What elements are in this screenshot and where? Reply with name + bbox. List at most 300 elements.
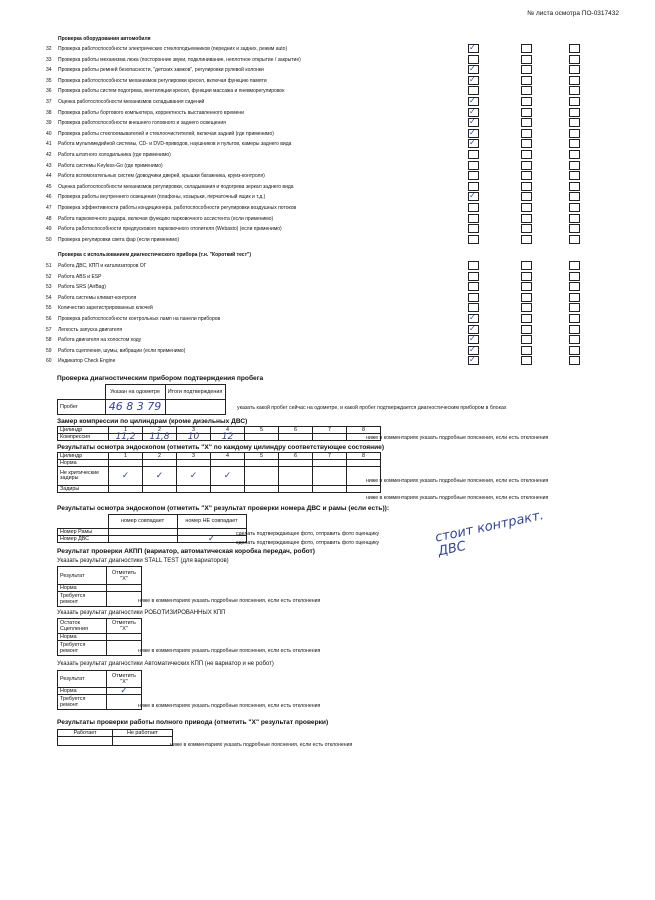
checklist-row	[46, 182, 586, 192]
robot-row-norm: Норма	[58, 634, 107, 641]
checkbox-col-2[interactable]	[521, 97, 532, 106]
odometer-note: указать какой пробег сейчас на одометре, и какой пробег подтверждается диагностическим прибором в блоках	[237, 405, 507, 411]
engine-number-title: Результаты осмотра эндоскопом (отметить "X" результат проверки номера ДВС и рамы (если есть)):	[57, 505, 390, 512]
check-mark: ✓	[469, 313, 476, 322]
robot-note: ниже в комментариях указать подробные пояснения, если есть отклонения	[138, 648, 321, 654]
endoscope-cylinder: 5	[245, 453, 279, 460]
compression-note: ниже в комментариях указать подробные пояснения, если есть отклонения	[366, 435, 549, 441]
robot-table	[57, 618, 142, 656]
item-text: Проверка работы механизма люка (посторонние звуки, подклинивание, неплотное открытие / закрытие)	[58, 56, 301, 63]
item-text: Работа штатного холодильника (где применимо)	[58, 152, 171, 158]
checklist-row	[46, 214, 586, 224]
checkbox-col-2[interactable]	[521, 139, 532, 148]
item-number: 55	[46, 305, 52, 312]
item-number: 44	[46, 173, 52, 180]
checkbox-col-2[interactable]	[521, 325, 532, 334]
item-number: 54	[46, 294, 52, 301]
stall-col-result: Результат	[58, 567, 107, 585]
endoscope-cell[interactable]	[245, 460, 279, 467]
checklist-row	[46, 325, 586, 335]
checklist-row	[46, 171, 586, 181]
checklist-row	[46, 118, 586, 128]
item-text: Проверка регулировки света фар (если применимо)	[58, 236, 180, 243]
checkbox-col-3[interactable]	[569, 293, 580, 302]
checkbox-col-3[interactable]	[569, 161, 580, 170]
checkbox-col-2[interactable]	[521, 55, 532, 64]
robot-repair-cell[interactable]	[107, 641, 142, 656]
item-number: 50	[46, 236, 52, 243]
endoscope-cylinder: 2	[143, 453, 177, 460]
compression-value[interactable]: 11,2	[109, 434, 143, 441]
checkbox-col-1[interactable]	[468, 261, 479, 270]
engine-number-table	[57, 514, 247, 543]
checkbox-col-1[interactable]	[468, 272, 479, 281]
item-number: 49	[46, 226, 52, 233]
checklist-row	[46, 356, 586, 366]
checkbox-col-3[interactable]	[569, 261, 580, 270]
check-mark: ✓	[469, 355, 476, 365]
checkbox-col-3[interactable]	[569, 129, 580, 138]
item-text: Работа мультимедийной системы, CD- и DVD-приводов, наушников и пультов, камеры заднего вида	[58, 141, 292, 148]
checkbox-col-2[interactable]	[521, 161, 532, 170]
endoscope-cylinder: 8	[347, 453, 381, 460]
cylinder-number: 7	[313, 427, 347, 434]
endoscope-cell[interactable]	[177, 486, 211, 493]
checklist-row	[46, 76, 586, 86]
endoscope-row-norm: Норма	[58, 460, 109, 467]
endoscope-cell[interactable]	[245, 467, 279, 486]
checklist-row	[46, 224, 586, 234]
item-text: Работа сцепления, шумы, вибрации (если применимо)	[58, 347, 186, 354]
checkbox-col-2[interactable]	[521, 86, 532, 95]
check-mark: ✓	[469, 127, 476, 137]
auto-row-norm: Норма	[58, 688, 107, 695]
robot-col-clutch: Остаток Сцепления	[58, 619, 107, 634]
item-number: 33	[46, 56, 52, 63]
checkbox-col-3[interactable]	[569, 346, 580, 355]
checkbox-col-2[interactable]	[521, 118, 532, 127]
checkbox-col-2[interactable]	[521, 346, 532, 355]
item-text: Работа системы климат-контроля	[58, 294, 137, 301]
endoscope-cell[interactable]	[279, 460, 313, 467]
endoscope-cell[interactable]: ✓	[211, 467, 245, 486]
checklist-row	[46, 192, 586, 202]
endoscope-cylinder: 6	[279, 453, 313, 460]
checkbox-col-2[interactable]	[521, 192, 532, 201]
checklist-row	[46, 55, 586, 65]
item-text: Количество зарегистрированных ключей	[58, 305, 153, 312]
checklist-row	[46, 161, 586, 171]
checkbox-col-3[interactable]	[569, 282, 580, 291]
awd-col-works: Работает	[58, 730, 113, 737]
endoscope-cylinder: 3	[177, 453, 211, 460]
check-mark: ✓	[469, 96, 476, 105]
checkbox-col-2[interactable]	[521, 108, 532, 117]
checkbox-col-1[interactable]	[468, 335, 479, 344]
frame-number-note: сделать подтверждающее фото, отправить фото оценщику	[236, 531, 380, 537]
checkbox-col-3[interactable]	[569, 356, 580, 365]
checkbox-col-1[interactable]	[468, 192, 479, 201]
checkbox-col-1[interactable]	[468, 76, 479, 85]
checkbox-col-2[interactable]	[521, 282, 532, 291]
check-mark: ✓	[469, 74, 476, 84]
handwritten-comment: стоит контракт. ДВС	[433, 508, 545, 560]
item-number: 57	[46, 326, 52, 333]
checkbox-col-1[interactable]	[468, 139, 479, 148]
item-number: 32	[46, 46, 52, 52]
auto-col-mark: Отметить "Х"	[107, 671, 142, 688]
endoscope-cell[interactable]	[313, 467, 347, 486]
checklist-row	[46, 303, 586, 313]
auto-col-result: Результат	[58, 671, 107, 688]
checkbox-col-2[interactable]	[521, 203, 532, 212]
checkbox-col-3[interactable]	[569, 150, 580, 159]
item-text: Легкость запуска двигателя	[58, 326, 123, 333]
compression-row-cylinder: Цилиндр	[58, 427, 109, 434]
auto-repair-cell[interactable]	[107, 695, 142, 710]
compression-value[interactable]	[313, 434, 347, 441]
odometer-value[interactable]: 46 8 3 79	[105, 399, 165, 414]
item-text: Работа вспомогательных систем (доводчики дверей, крышки багажника, круиз-контроля)	[58, 173, 265, 180]
endoscope-row-minor: Не критические задиры	[58, 467, 109, 486]
item-number: 34	[46, 67, 52, 74]
compression-value[interactable]: 11,8	[143, 434, 177, 441]
auto-row-repair: Требуется ремонт	[58, 695, 107, 710]
compression-value[interactable]: 12	[211, 434, 245, 441]
engine-nomatch-cell[interactable]: ✓	[177, 535, 246, 542]
auto-note: ниже в комментариях указать подробные пояснения, если есть отклонения	[138, 703, 321, 709]
check-mark: ✓	[469, 43, 476, 52]
checkbox-col-3[interactable]	[569, 118, 580, 127]
checklist-row	[46, 235, 586, 245]
checkbox-col-1[interactable]	[468, 346, 479, 355]
awd-col-notworks: Не работает	[113, 730, 173, 737]
checkbox-col-3[interactable]	[569, 171, 580, 180]
checkbox-col-3[interactable]	[569, 182, 580, 191]
auto-norm-cell[interactable]: ✓	[107, 688, 142, 695]
cylinder-number: 8	[347, 427, 381, 434]
checkbox-col-3[interactable]	[569, 272, 580, 281]
endoscope-cylinder: 7	[313, 453, 347, 460]
item-number: 39	[46, 120, 52, 127]
item-number: 42	[46, 152, 52, 158]
stall-test-table	[57, 566, 142, 607]
item-text: Работа двигателя на холостом ходу	[58, 337, 142, 344]
engine-number-note: сделать подтверждающее фото, отправить фото оценщику	[236, 540, 380, 546]
stall-repair-cell[interactable]	[107, 592, 142, 607]
checkbox-col-2[interactable]	[521, 235, 532, 244]
checkbox-col-2[interactable]	[521, 314, 532, 323]
cylinder-number: 1	[109, 427, 143, 434]
odometer-col-confirmed: Итоги подтверждения	[165, 385, 225, 400]
checklist-row	[46, 129, 586, 139]
checkbox-col-1[interactable]	[468, 293, 479, 302]
checkbox-col-3[interactable]	[569, 108, 580, 117]
checkbox-col-1[interactable]	[468, 44, 479, 53]
stall-col-mark: Отметить "Х"	[107, 567, 142, 585]
check-mark: ✓	[469, 64, 476, 74]
check-mark: ✓	[469, 323, 476, 333]
checkbox-col-1[interactable]	[468, 86, 479, 95]
checkbox-col-2[interactable]	[521, 224, 532, 233]
item-text: Проверка работы бортового компьютера, корректность выставленного времени	[58, 109, 244, 116]
endoscope-cell[interactable]	[143, 486, 177, 493]
item-text: Работа работоспособности предпускового парковочного отопителя (Webasto) (если применимо)	[58, 226, 282, 233]
checkbox-col-1[interactable]	[468, 182, 479, 191]
item-text: Проверка работы ремней безопасности, "детских замков", регулировки рулевой колонки	[58, 67, 264, 74]
checkbox-col-2[interactable]	[521, 65, 532, 74]
item-text: Проверка работоспособности внешнего головного и заднего освещения	[58, 120, 226, 127]
check-mark: ✓	[469, 106, 476, 116]
cylinder-number: 2	[143, 427, 177, 434]
checkbox-col-1[interactable]	[468, 203, 479, 212]
item-number: 41	[46, 141, 52, 148]
checkbox-col-3[interactable]	[569, 139, 580, 148]
checkbox-col-2[interactable]	[521, 44, 532, 53]
awd-table	[57, 729, 173, 746]
checkbox-col-1[interactable]	[468, 55, 479, 64]
endoscope-cell[interactable]	[109, 460, 143, 467]
item-number: 48	[46, 215, 52, 222]
checkbox-col-2[interactable]	[521, 150, 532, 159]
item-number: 53	[46, 284, 52, 291]
endoscope-title: Результаты осмотра эндоскопом (отметить "X" по каждому цилиндру соответствующее состояние)	[57, 444, 385, 451]
checklist-row	[46, 150, 586, 160]
checkbox-col-2[interactable]	[521, 356, 532, 365]
item-number: 40	[46, 130, 52, 137]
checklist-row	[46, 314, 586, 324]
checkbox-col-2[interactable]	[521, 214, 532, 223]
checkbox-col-2[interactable]	[521, 272, 532, 281]
item-number: 60	[46, 358, 52, 365]
endoscope-header: Цилиндр	[58, 453, 109, 460]
checkbox-col-2[interactable]	[521, 335, 532, 344]
item-text: Проверка работоспособности контрольных ламп на панели приборов	[58, 316, 221, 322]
compression-value[interactable]	[279, 434, 313, 441]
endoscope-cell[interactable]	[211, 486, 245, 493]
engine-col-nomatch: номер НЕ совпадает	[177, 515, 246, 529]
endoscope-cell[interactable]	[143, 460, 177, 467]
item-number: 59	[46, 347, 52, 354]
awd-notworks-cell[interactable]	[113, 737, 173, 746]
item-text: Проверка работоспособности электрических стеклоподъемников (передних и задних, режим auto)	[58, 46, 288, 52]
checkbox-col-2[interactable]	[521, 261, 532, 270]
item-text: Работа SRS (AirBag)	[58, 284, 106, 291]
checkbox-col-3[interactable]	[569, 86, 580, 95]
checkbox-col-1[interactable]	[468, 118, 479, 127]
diagnostics-section-title: Проверка с использованием диагностического прибора (т.н. "Короткий тест")	[58, 252, 252, 258]
item-text: Работа парковочного радара, включая функцию парковочного ассистента (если применимо)	[58, 215, 274, 222]
item-number: 38	[46, 109, 52, 116]
document-number: № листа осмотра ПО-0317432	[527, 10, 619, 17]
engine-match-cell[interactable]	[108, 535, 177, 542]
item-number: 45	[46, 183, 52, 190]
compression-value[interactable]: 10	[177, 434, 211, 441]
checklist-row	[46, 272, 586, 282]
cylinder-number: 3	[177, 427, 211, 434]
checkbox-col-1[interactable]	[468, 325, 479, 334]
item-text: Проверка работоспособности механизмов регулировки кресел, включая функцию памяти	[58, 77, 267, 84]
item-text: Проверка эффективности работы кондиционера, работоспособности регулировки воздушных потоков	[58, 205, 297, 211]
endoscope-cell[interactable]	[279, 467, 313, 486]
endoscope-cell[interactable]: ✓	[143, 467, 177, 486]
endoscope-cell[interactable]	[313, 486, 347, 493]
checkbox-col-2[interactable]	[521, 303, 532, 312]
stall-test-title: Указать результат диагностики STALL TEST (для вариаторов)	[57, 558, 229, 564]
checkbox-col-3[interactable]	[569, 325, 580, 334]
endoscope-cell[interactable]	[245, 486, 279, 493]
item-number: 52	[46, 273, 52, 280]
compression-row-values: Компрессия	[58, 434, 109, 441]
checkbox-col-1[interactable]	[468, 282, 479, 291]
engine-number-label: Номер ДВС	[58, 535, 109, 542]
endoscope-cell[interactable]	[109, 486, 143, 493]
checkbox-col-3[interactable]	[569, 335, 580, 344]
equipment-section-title: Проверка оборудования автомобиля	[58, 36, 151, 42]
check-mark: ✓	[469, 191, 476, 201]
odometer-confirmed-value[interactable]	[165, 399, 225, 414]
checklist-row	[46, 65, 586, 75]
robot-col-mark: Отметить "Х"	[107, 619, 142, 634]
checkbox-col-1[interactable]	[468, 161, 479, 170]
checkbox-col-1[interactable]	[468, 314, 479, 323]
cylinder-number: 5	[245, 427, 279, 434]
item-number: 47	[46, 205, 52, 211]
cylinder-number: 4	[211, 427, 245, 434]
checkbox-col-3[interactable]	[569, 44, 580, 53]
checkbox-col-2[interactable]	[521, 293, 532, 302]
item-text: Оценка работоспособности механизмов регулировки, складывания и подогрева зеркал заднего вида	[58, 183, 294, 190]
endoscope-cylinder: 4	[211, 453, 245, 460]
checkbox-col-3[interactable]	[569, 224, 580, 233]
engine-col-match: номер совпадает	[108, 515, 177, 529]
endoscope-cell[interactable]	[279, 486, 313, 493]
auto-gearbox-table	[57, 670, 142, 710]
endoscope-cell[interactable]: ✓	[177, 467, 211, 486]
checkbox-col-3[interactable]	[569, 192, 580, 201]
item-number: 37	[46, 99, 52, 105]
checklist-row	[46, 282, 586, 292]
odometer-row-label: Пробег	[58, 399, 106, 414]
awd-note: ниже в комментариях указать подробные пояснения, если есть отклонения	[170, 742, 353, 748]
checklist-row	[46, 97, 586, 107]
checklist-row	[46, 335, 586, 345]
compression-value[interactable]	[245, 434, 279, 441]
checkbox-col-1[interactable]	[468, 356, 479, 365]
checkbox-col-3[interactable]	[569, 97, 580, 106]
stall-note: ниже в комментариях указать подробные пояснения, если есть отклонения	[138, 598, 321, 604]
endoscope-cell[interactable]	[347, 460, 381, 467]
checkbox-col-3[interactable]	[569, 235, 580, 244]
checklist-row	[46, 203, 586, 213]
stall-row-repair: Требуется ремонт	[58, 592, 107, 607]
checkbox-col-3[interactable]	[569, 214, 580, 223]
checklist-row	[46, 293, 586, 303]
checkbox-col-3[interactable]	[569, 55, 580, 64]
checklist-row	[46, 44, 586, 54]
checklist-row	[46, 139, 586, 149]
endoscope-note-2: ниже в комментариях указать подробные пояснения, если есть отклонения	[366, 495, 549, 501]
checkbox-col-1[interactable]	[468, 303, 479, 312]
compression-title: Замер компрессии по цилиндрам (кроме дизельных ДВС)	[57, 418, 248, 425]
checkbox-col-1[interactable]	[468, 129, 479, 138]
checklist-row	[46, 261, 586, 271]
stall-row-norm: Норма	[58, 585, 107, 592]
item-text: Проверка работы внутреннего освещения (плафоны, козырьки, перчаточный ящик и т.д.)	[58, 194, 266, 201]
item-number: 43	[46, 162, 52, 169]
stall-norm-cell[interactable]	[107, 585, 142, 592]
checkbox-col-3[interactable]	[569, 303, 580, 312]
checklist-row	[46, 86, 586, 96]
item-text: Работа системы Keyless-Go (где применимо)	[58, 162, 163, 169]
item-number: 51	[46, 263, 52, 269]
item-number: 36	[46, 88, 52, 95]
item-text: Оценка работоспособности механизмов складывания сидений	[58, 99, 205, 105]
checkbox-col-1[interactable]	[468, 235, 479, 244]
item-text: Работа ABS и ESP	[58, 273, 102, 280]
frame-number-label: Номер Рамы	[58, 528, 109, 535]
odometer-col-shown: Указан на одометре	[105, 385, 165, 400]
robot-norm-cell[interactable]	[107, 634, 142, 641]
checkbox-col-2[interactable]	[521, 76, 532, 85]
awd-works-cell[interactable]	[58, 737, 113, 746]
item-number: 46	[46, 194, 52, 201]
checkbox-col-1[interactable]	[468, 171, 479, 180]
item-text: Проверка работы стеклоомывателей и стеклоочистителей, включая задний (где применимо)	[58, 130, 274, 137]
odometer-title: Проверка диагностическим прибором подтверждения пробега	[57, 375, 264, 382]
item-number: 58	[46, 337, 52, 344]
checkbox-col-2[interactable]	[521, 171, 532, 180]
endoscope-cell[interactable]	[211, 460, 245, 467]
check-mark: ✓	[469, 344, 476, 354]
endoscope-cylinder: 1	[109, 453, 143, 460]
checkbox-col-1[interactable]	[468, 65, 479, 74]
endoscope-cell[interactable]	[177, 460, 211, 467]
awd-title: Результаты проверки работы полного привода (отметить "X" результат проверки)	[57, 719, 329, 726]
checkbox-col-3[interactable]	[569, 76, 580, 85]
odometer-table	[57, 384, 226, 415]
check-mark: ✓	[469, 334, 476, 344]
checkbox-col-3[interactable]	[569, 203, 580, 212]
robot-row-repair: Требуется ремонт	[58, 641, 107, 656]
endoscope-row-scuffs: Задиры	[58, 486, 109, 493]
endoscope-table	[57, 452, 381, 493]
check-mark: ✓	[469, 117, 476, 127]
item-text: Работа ДВС, КПП и катализаторов ОГ	[58, 263, 147, 269]
checklist-row	[46, 108, 586, 118]
checkbox-col-3[interactable]	[569, 314, 580, 323]
checkbox-col-2[interactable]	[521, 129, 532, 138]
checkbox-col-1[interactable]	[468, 214, 479, 223]
checklist-row	[46, 346, 586, 356]
checkbox-col-1[interactable]	[468, 224, 479, 233]
checkbox-col-1[interactable]	[468, 108, 479, 117]
check-mark: ✓	[469, 138, 476, 148]
item-text: Индикатор Check Engine	[58, 358, 116, 365]
compression-table	[57, 426, 381, 441]
endoscope-note-1: ниже в комментариях указать подробные пояснения, если есть отклонения	[366, 478, 549, 484]
frame-match-cell[interactable]	[108, 528, 177, 535]
item-text: Проверка работы систем подогрева, вентиляции кресел, функции массажа и пневморегулировок	[58, 88, 285, 95]
checkbox-col-3[interactable]	[569, 65, 580, 74]
cylinder-number: 6	[279, 427, 313, 434]
checkbox-col-2[interactable]	[521, 182, 532, 191]
checkbox-col-1[interactable]	[468, 150, 479, 159]
endoscope-cell[interactable]	[347, 486, 381, 493]
endoscope-cell[interactable]	[313, 460, 347, 467]
checkbox-col-1[interactable]	[468, 97, 479, 106]
endoscope-cell[interactable]: ✓	[109, 467, 143, 486]
